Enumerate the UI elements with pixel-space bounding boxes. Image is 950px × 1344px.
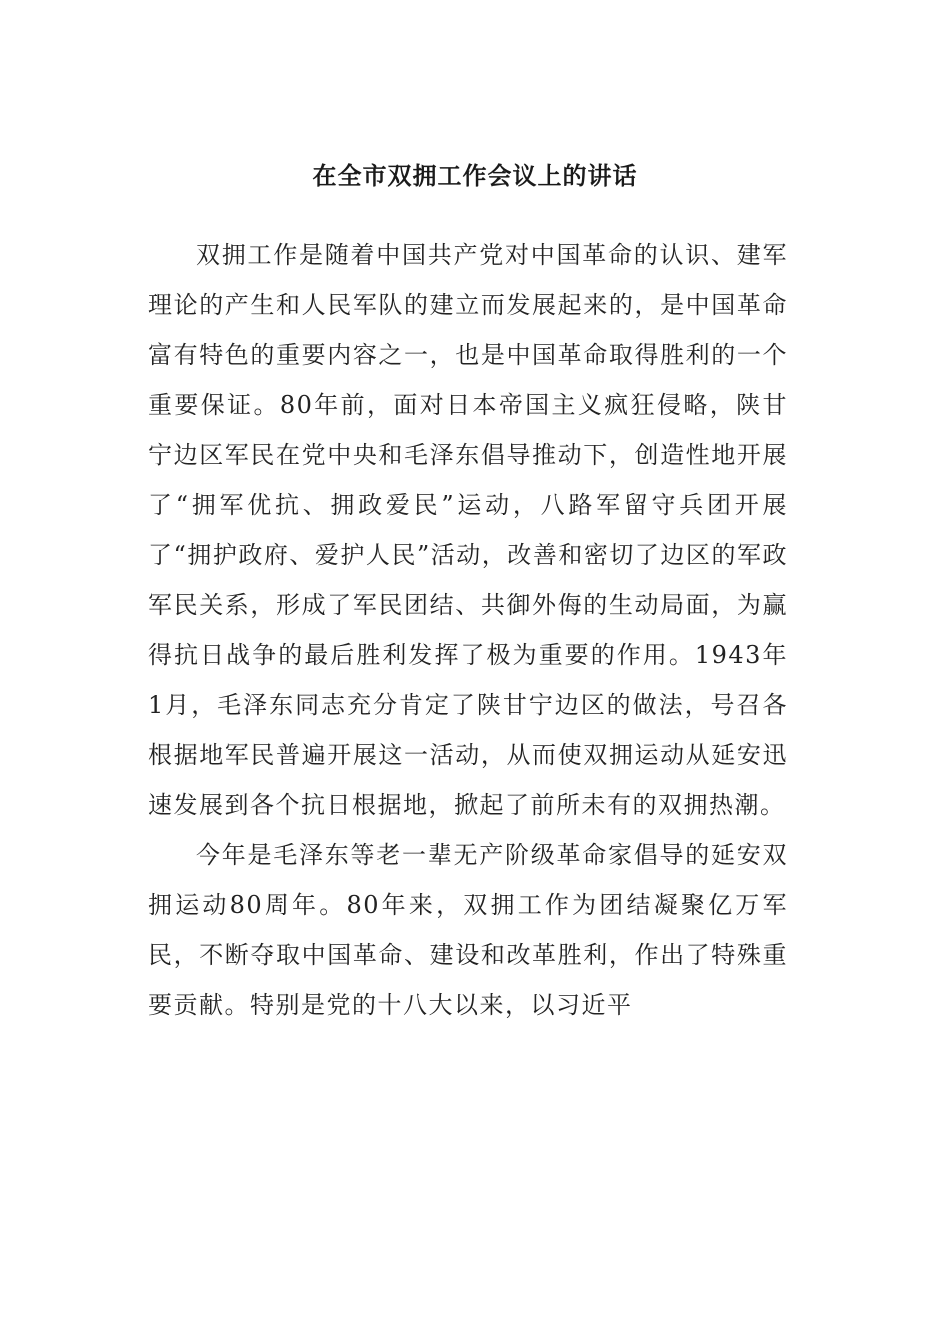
paragraph-2: 今年是毛泽东等老一辈无产阶级革命家倡导的延安双拥运动80周年。80年来，双拥工作为团结凝聚亿万军民，不断夺取中国革命、建设和改革胜利，作出了特殊重要贡献。特别是党的十八大以来，以习近平 <box>148 841 788 1019</box>
document-body <box>148 230 788 1030</box>
document-title: 在全市双拥工作会议上的讲话 <box>312 161 638 190</box>
paragraph-1: 双拥工作是随着中国共产党对中国革命的认识、建军理论的产生和人民军队的建立而发展起来的，是中国革命富有特色的重要内容之一，也是中国革命取得胜利的一个重要保证。80年前，面对日本帝国主义疯狂侵略，陕甘宁边区军民在党中央和毛泽东倡导推动下，创造性地开展了“拥军优抗、拥政爱民”运动，八路军留守兵团开展了“拥护政府、爱护人民”活动，改善和密切了边区的军政军民关系，形成了军民团结、共御外侮的生动局面，为赢得抗日战争的最后胜利发挥了极为重要的作用。1943年1月，毛泽东同志充分肯定了陕甘宁边区的做法，号召各根据地军民普遍开展这一活动，从而使双拥运动从延安迅速发展到各个抗日根据地，掀起了前所未有的双拥热潮。 <box>148 241 788 819</box>
